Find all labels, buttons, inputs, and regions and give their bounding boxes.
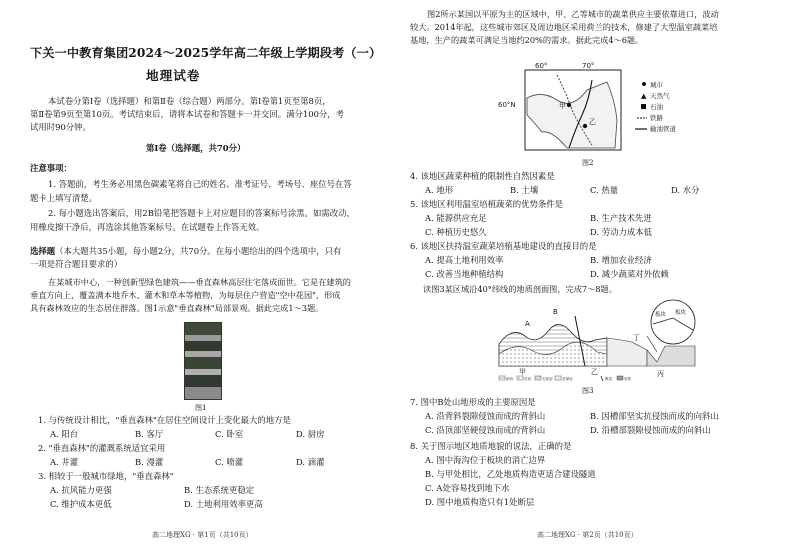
left-footer: 高二地理XG · 第1页（共10页） xyxy=(152,531,253,539)
q4-option-b[interactable]: B. 土壤 xyxy=(510,185,539,195)
intro-line-1: 本试卷分第Ⅰ卷（选择题）和第Ⅱ卷（综合题）两部分。第Ⅰ卷第1页至第8页， xyxy=(48,96,331,106)
q8-option-d[interactable]: D. 图中地质构造只有1处断层 xyxy=(425,497,535,507)
legend-gas-icon: ▲ xyxy=(641,92,647,100)
figure-2-map xyxy=(497,60,707,158)
legend-magma: 岩浆 xyxy=(624,377,632,381)
notice-line-1: 1. 答题前，考生务必用黑色碳素笔将自己的姓名、准考证号、考场号、座位号在答 xyxy=(48,179,352,189)
legend-swatch-limestone xyxy=(535,376,541,380)
q2-option-b[interactable]: B. 漫灌 xyxy=(135,457,164,467)
legend-fault: 断层 xyxy=(605,377,613,381)
q1-option-d[interactable]: D. 厨房 xyxy=(296,429,325,439)
legend-gas: 天然气 xyxy=(650,92,670,100)
q4-option-d[interactable]: D. 水分 xyxy=(671,185,700,195)
fig3-place-yi: 乙 xyxy=(591,368,598,376)
q2-option-d[interactable]: D. 滴灌 xyxy=(296,457,325,467)
question-2: 2. "垂直森林"的灌溉系统适宜采用 xyxy=(38,443,166,453)
legend-city: 城市 xyxy=(650,81,663,89)
passage1-line-3: 具有森林效应的生态居住群落。图1示意"垂直森林"局部景观。据此完成1～3题。 xyxy=(30,303,324,313)
section-title: 第Ⅰ卷（选择题，共70分） xyxy=(146,143,246,153)
q6-option-d[interactable]: D. 减少蔬菜对外依赖 xyxy=(590,269,669,279)
city-marker-yi xyxy=(583,124,587,128)
plate-inset xyxy=(651,300,695,344)
choice-intro-line-2: 一项是符合题目要求的） xyxy=(30,259,123,269)
q5-option-b[interactable]: B. 生产技术先进 xyxy=(590,213,652,223)
q7-option-d[interactable]: D. 沿槽部裂隙侵蚀而成的向斜山 xyxy=(590,425,711,435)
map-lon-label-60: 60° xyxy=(535,62,548,70)
exam-subtitle: 地理试卷 xyxy=(146,68,201,83)
q3-option-d[interactable]: D. 土地利用效率更高 xyxy=(184,499,263,509)
map-lat-label: 60°N xyxy=(498,101,516,109)
q8-option-a[interactable]: A. 图中海沟位于板块的消亡边界 xyxy=(425,455,546,465)
q4-option-c[interactable]: C. 热量 xyxy=(590,185,619,195)
intro-line-2: 第Ⅱ卷第9页至第10页。考试结束后，请将本试卷和答题卡一并交回。满分100分，考 xyxy=(30,109,345,119)
inset-plate-label-2: 板块 xyxy=(675,310,687,316)
question-3: 3. 相较于一般城市绿地，"垂直森林" xyxy=(38,471,174,481)
passage2-line-2: 较大。2014年起，这些城市郊区及周边地区采用荷兰的技术，修建了大型温室蔬菜培 xyxy=(410,22,718,32)
notice-line-4: 用橡皮擦干净后，再选涂其他答案标号。在试题卷上作答无效。 xyxy=(30,222,265,232)
map-place-jia: 甲 xyxy=(559,102,566,110)
q2-option-a[interactable]: A. 井灌 xyxy=(50,457,79,467)
q7-option-b[interactable]: B. 因槽部坚实抗侵蚀而成的向斜山 xyxy=(590,411,719,421)
choice-intro-text: （本大题共35小题，每小题2分，共70分。在每小题给出的四个选项中，只有 xyxy=(55,246,342,256)
inset-plate-label-1: 板块 xyxy=(655,312,667,318)
legend-sandstone: 砂岩 xyxy=(506,377,514,381)
question-5: 5. 该地区利用温室培植蔬菜的优势条件是 xyxy=(410,199,564,209)
question-1: 1. 与传统设计相比，"垂直森林"在居住空间设计上变化最大的地方是 xyxy=(38,415,291,425)
exam-title: 下关一中教育集团2024～2025学年高二年级上学期段考（一） xyxy=(30,46,382,60)
question-4: 4. 该地区蔬菜种植的限制性自然因素是 xyxy=(410,171,555,181)
q3-option-b[interactable]: B. 生态系统更稳定 xyxy=(184,485,255,495)
passage2-line-1: 图2所示某国以平原为主的区域中，甲、乙等城市的蔬菜供应主要依靠进口，波动 xyxy=(427,9,719,19)
choice-label: 选择题 xyxy=(30,246,56,256)
fig3-legend xyxy=(499,376,632,381)
notice-line-3: 2. 每小题选出答案后，用2B铅笔把答题卡上对应题目的答案标号涂黑。如需改动， xyxy=(48,208,355,218)
legend-swatch-granite xyxy=(555,376,561,380)
question-6: 6. 该地区扶持温室蔬菜培植基地建设的直接目的是 xyxy=(410,241,597,251)
question-8: 8. 关于图示地区地质地貌的说法，正确的是 xyxy=(410,441,572,451)
legend-oil: 石油 xyxy=(650,103,663,111)
legend-swatch-fault xyxy=(601,376,603,381)
figure-3-profile xyxy=(497,296,697,384)
passage3: 读图3某区域沿40°纬线的地质剖面图，完成7～8题。 xyxy=(423,284,617,294)
fig3-place-jia: 甲 xyxy=(519,368,526,376)
fig3-point-b: B xyxy=(553,308,558,316)
city-marker-jia xyxy=(567,103,571,107)
q5-option-d[interactable]: D. 劳动力成本低 xyxy=(590,227,652,237)
q3-option-a[interactable]: A. 抗风能力更强 xyxy=(50,485,112,495)
fig2-caption: 图2 xyxy=(582,159,594,167)
intro-line-3: 试用时90分钟。 xyxy=(30,122,91,132)
map-place-yi: 乙 xyxy=(589,118,596,126)
fig3-place-ding: 丁 xyxy=(633,334,640,342)
legend-shale: 页岩 xyxy=(524,377,532,381)
q3-option-c[interactable]: C. 维护成本更低 xyxy=(50,499,112,509)
legend-limestone: 石灰岩 xyxy=(542,377,553,381)
q7-option-a[interactable]: A. 沿背斜裂隙侵蚀而成的背斜山 xyxy=(425,411,546,421)
q1-option-a[interactable]: A. 阳台 xyxy=(50,429,79,439)
q4-option-a[interactable]: A. 地形 xyxy=(425,185,454,195)
legend-granite: 花岗岩 xyxy=(562,377,573,381)
plain-section xyxy=(607,338,647,366)
legend-oil-icon xyxy=(641,104,646,109)
q1-option-b[interactable]: B. 客厅 xyxy=(135,429,164,439)
fig3-place-bing: 丙 xyxy=(657,370,664,378)
q8-option-c[interactable]: C. A处容易找到地下水 xyxy=(425,483,510,493)
q8-option-b[interactable]: B. 与甲处相比，乙处地质构造更适合建设隧道 xyxy=(425,469,596,479)
notice-title: 注意事项： xyxy=(30,163,72,173)
passage1-line-2: 垂直方向上，覆盖满本地乔木、灌木和草本等植物，为每层住户营造"空中花园"，形成 xyxy=(30,290,341,300)
q5-option-a[interactable]: A. 能源供应充足 xyxy=(425,213,487,223)
fig3-point-a: A xyxy=(525,320,530,328)
right-footer: 高二地理XG · 第2页（共10页） xyxy=(537,531,638,539)
legend-railway: 铁路 xyxy=(650,114,663,122)
fig1-caption: 图1 xyxy=(195,404,207,412)
map-lon-label-70: 70° xyxy=(582,62,595,70)
choice-intro-line-1 xyxy=(30,245,341,257)
fig3-caption: 图3 xyxy=(582,387,594,395)
legend-city-icon xyxy=(642,82,646,86)
passage1-line-1: 在某城市中心，一种创新型绿色建筑——垂直森林高层住宅落成面世。它是在建筑的 xyxy=(48,277,351,287)
q6-option-a[interactable]: A. 提高土地利用效率 xyxy=(425,255,504,265)
q6-option-b[interactable]: B. 增加农业经济 xyxy=(590,255,652,265)
legend-swatch-magma xyxy=(617,376,623,380)
inset-pointer xyxy=(647,336,657,352)
q1-option-c[interactable]: C. 卧室 xyxy=(215,429,244,439)
trench-section xyxy=(647,346,695,366)
vertical-forest-photo xyxy=(184,322,222,400)
legend-swatch-shale xyxy=(517,376,523,380)
q2-option-c[interactable]: C. 喷灌 xyxy=(215,457,244,467)
right-page xyxy=(397,0,794,546)
question-7: 7. 图中B处山地形成的主要原因是 xyxy=(410,397,536,407)
legend-pipeline: 输油管道 xyxy=(650,125,676,133)
q7-option-c[interactable]: C. 沿顶部坚硬侵蚀而成的背斜山 xyxy=(425,425,546,435)
legend-swatch-sandstone xyxy=(499,376,505,380)
q5-option-c[interactable]: C. 种植历史悠久 xyxy=(425,227,487,237)
q6-option-c[interactable]: C. 改善当地种植结构 xyxy=(425,269,504,279)
passage2-line-3: 基地，生产的蔬菜可满足当地约20%的需求。据此完成4～6题。 xyxy=(410,35,644,45)
notice-line-2: 题卡上填写清楚。 xyxy=(30,193,97,203)
